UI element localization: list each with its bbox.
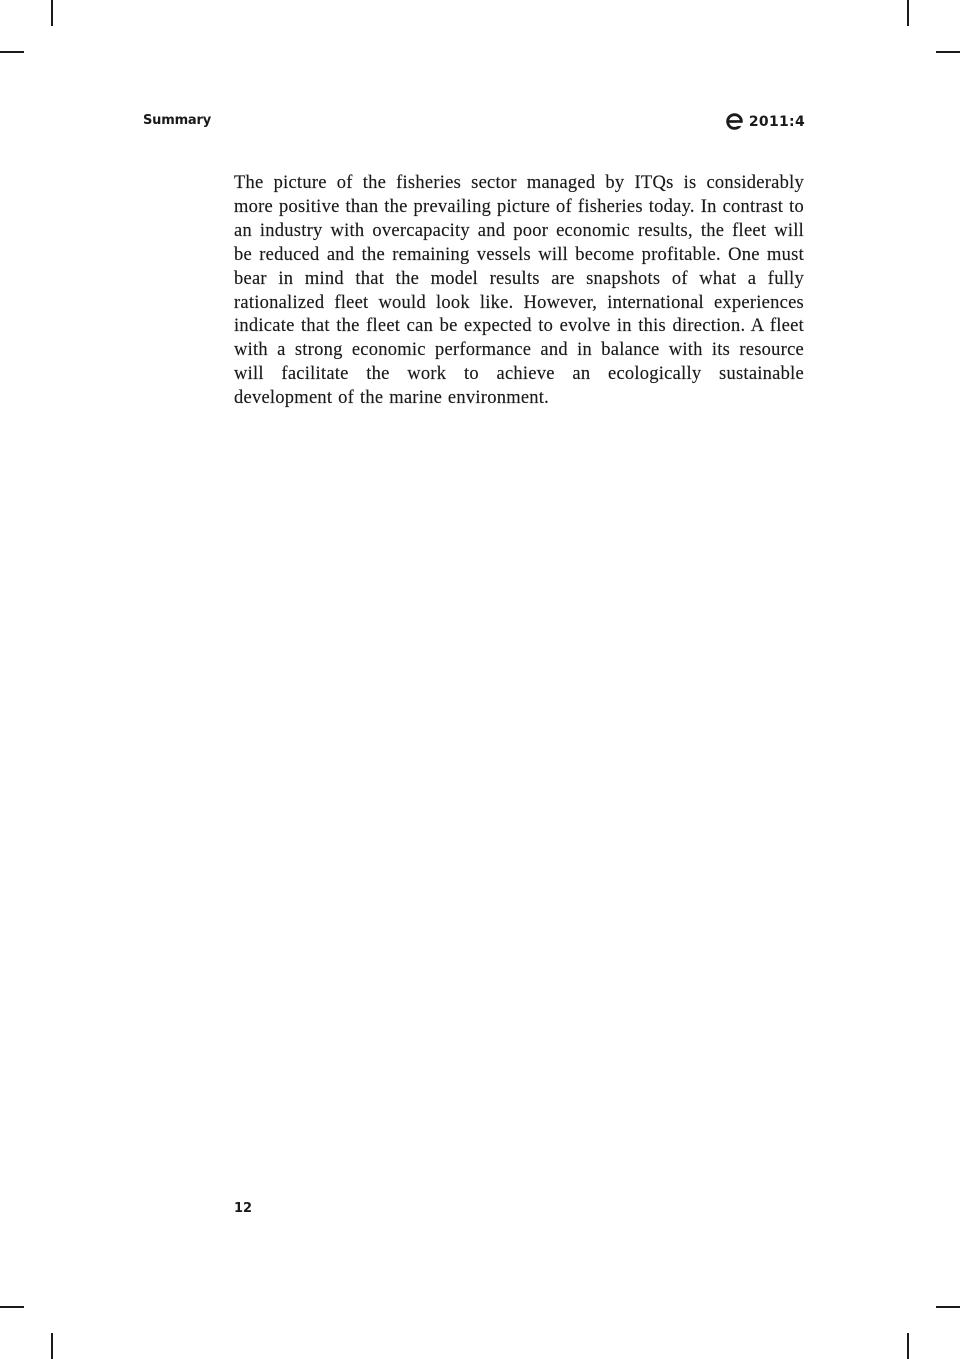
crop-mark-top-left-vertical	[51, 0, 53, 26]
crop-mark-top-right-horizontal	[936, 51, 960, 53]
page-number: 12	[234, 1201, 253, 1216]
crop-mark-bottom-left-horizontal	[0, 1306, 24, 1308]
crop-mark-bottom-left-vertical	[51, 1333, 53, 1359]
e-logo-icon	[725, 112, 744, 131]
crop-mark-bottom-right-vertical	[907, 1333, 909, 1359]
issue-tag	[725, 112, 805, 131]
body-paragraph: The picture of the fisheries sector managed by ITQs is considerably more positive than the prevailing picture of fisheries today. In contrast to an industry with overcapacity and poor economic results, the fleet will be reduced and the remaining vessels will become profitable. One must bear in mind that the model results are snapshots of what a fully rationalized fleet would look like. However, international experiences indicate that the fleet can be expected to evolve in this direction. A fleet with a strong economic performance and in balance with its resource will facilitate the work to achieve an ecologically sustainable development of the marine environment.	[234, 173, 804, 409]
section-label: Summary	[143, 113, 211, 128]
running-header	[143, 112, 805, 132]
issue-label: 2011:4	[748, 113, 805, 130]
crop-mark-bottom-right-horizontal	[936, 1306, 960, 1308]
crop-mark-top-left-horizontal	[0, 51, 24, 53]
crop-mark-top-right-vertical	[907, 0, 909, 26]
